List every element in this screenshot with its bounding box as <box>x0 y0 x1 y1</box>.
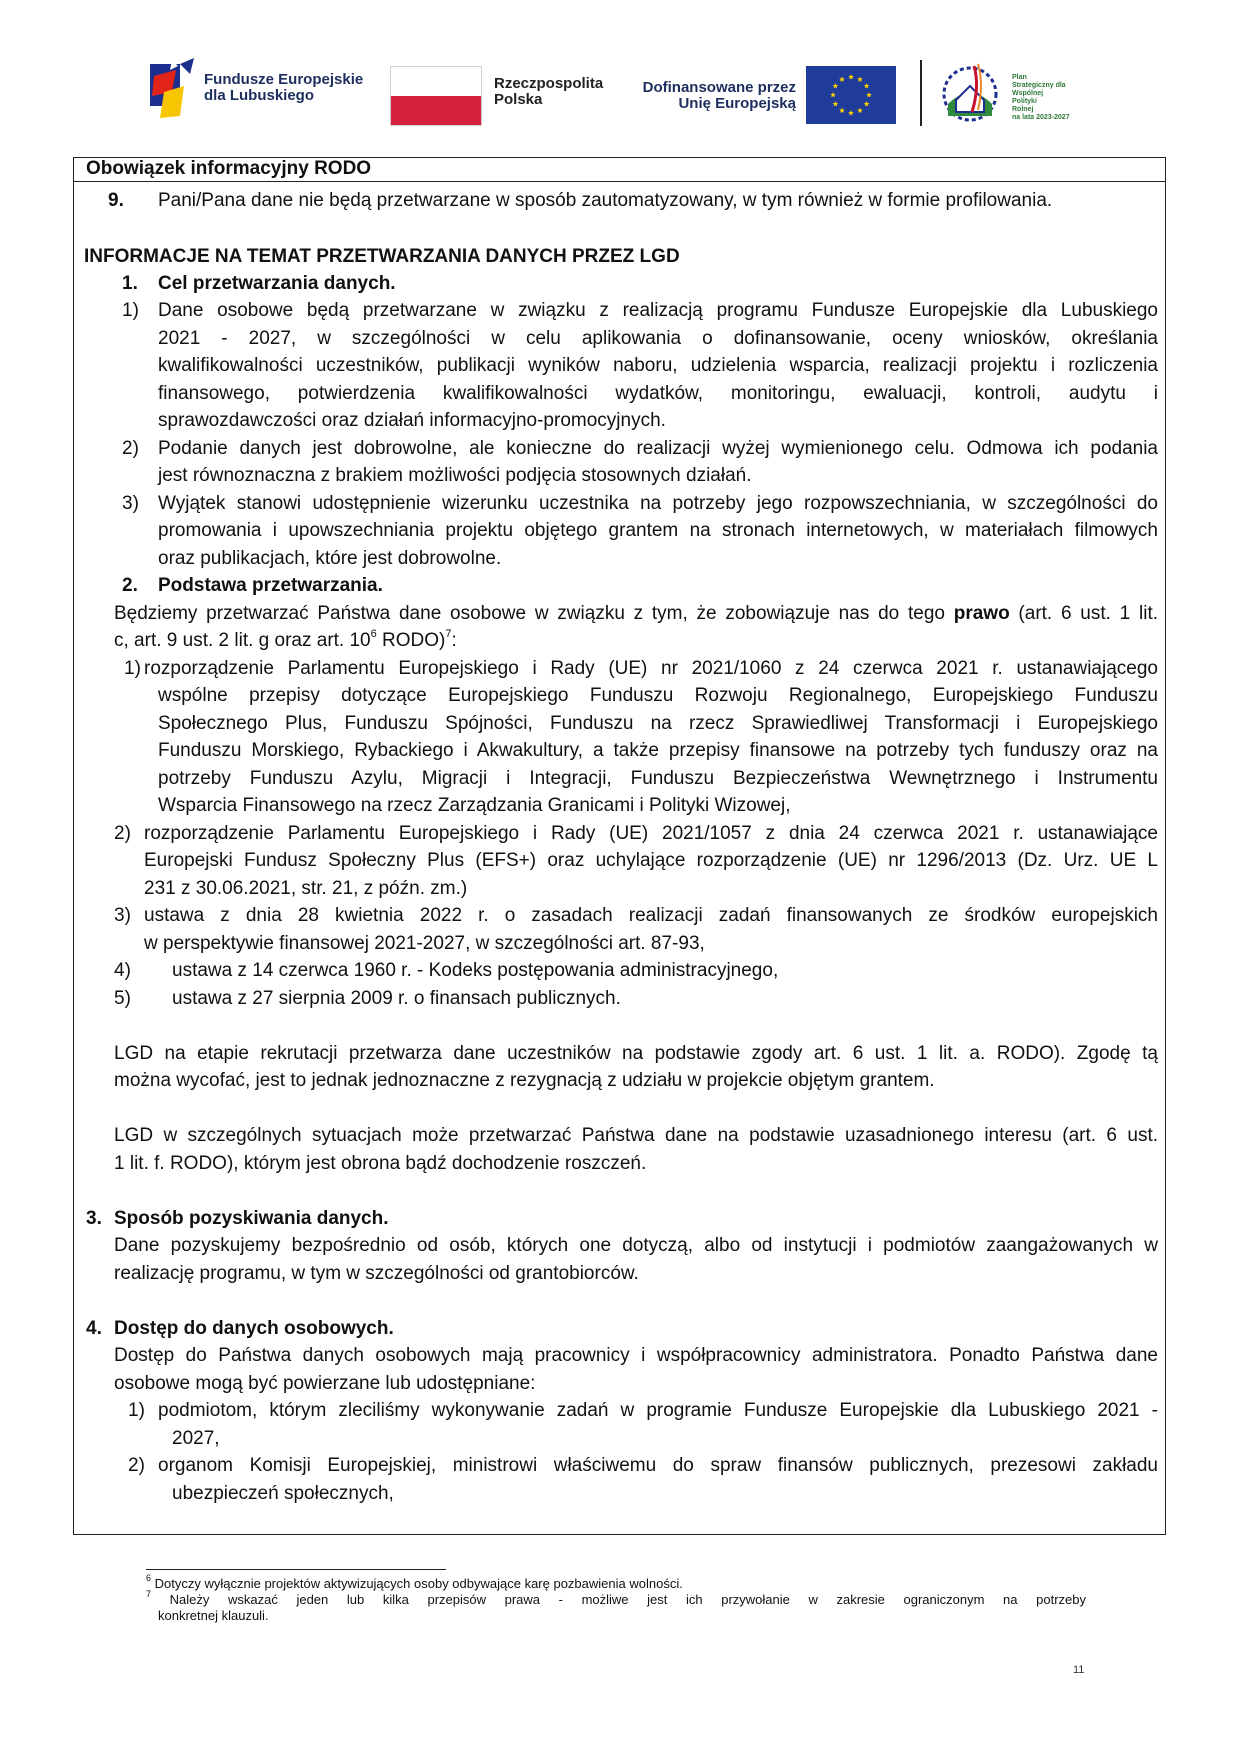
page-number: 11 <box>1073 1664 1085 1676</box>
s2-a1-line6: Wsparcia Finansowego na rzecz Zarządzania Granicami i Polityki Wizowej, <box>158 795 791 816</box>
eu-flag-icon <box>806 66 896 124</box>
psp-line3: Wspólnej <box>1012 90 1044 97</box>
footnote-ref-7[interactable]: 7 <box>445 627 452 640</box>
item9-text: Pani/Pana dane nie będą przetwarzane w sposób zautomatyzowany, w tym również w formie profilowania. <box>158 190 1053 211</box>
s4-number: 4. <box>86 1318 102 1339</box>
footnote-7-line1 <box>146 1588 1086 1608</box>
psp-line2: Strategiczny dla <box>1012 82 1066 89</box>
s1-p3-number: 3) <box>122 493 139 514</box>
s2-a1-line1: rozporządzenie Parlamentu Europejskiego i Rady (UE) nr 2021/1060 z 24 czerwca 2021 r. ustanawiającego <box>144 658 1158 679</box>
footnote-ref-6[interactable]: 6 <box>370 627 377 640</box>
s1-p1-line2: 2021 - 2027, w szczególności w celu aplikowania o dofinansowanie, oceny wniosków, określania <box>158 328 1158 349</box>
s2-lgd1-line1: LGD na etapie rekrutacji przetwarza dane uczestników na podstawie zgody art. 6 ust. 1 lit. a. RODO). Zgodę tą <box>114 1043 1158 1064</box>
logo-separator <box>920 60 922 126</box>
s1-p3-line3: oraz publikacjach, które jest dobrowolne. <box>158 548 502 569</box>
s2-a4-number: 4) <box>114 960 131 981</box>
s4-b1-line2: 2027, <box>172 1428 220 1449</box>
fel-line1: Fundusze Europejskie <box>204 71 364 88</box>
s2-intro-l2-b: RODO) <box>376 630 446 651</box>
s1-p2-number: 2) <box>122 438 139 459</box>
s2-intro-line1 <box>114 600 1158 628</box>
psp-line1: Plan <box>1012 74 1027 81</box>
s2-title: Podstawa przetwarzania. <box>158 575 383 596</box>
fel-line2: dla Lubuskiego <box>204 87 315 104</box>
item9-number: 9. <box>108 190 124 211</box>
s1-p1-line1: Dane osobowe będą przetwarzane w związku z realizacją programu Fundusze Europejskie dla Lubuskiego <box>158 300 1158 321</box>
s3-number: 3. <box>86 1208 102 1229</box>
s1-p3-line1: Wyjątek stanowi udostępnienie wizerunku uczestnika na potrzeby jego rozpowszechniania, w szczególności do <box>158 493 1158 514</box>
s4-b1-number: 1) <box>128 1400 145 1421</box>
s1-number: 1. <box>122 273 138 294</box>
eu-cofinanced-text <box>638 80 796 112</box>
footnote-separator <box>146 1569 446 1570</box>
footnote-7-text-line1: Należy wskazać jeden lub kilka przepisów prawa - możliwe jest ich przywołanie w zakresie ograniczonym na potrzeby <box>169 1592 1086 1607</box>
s4-title: Dostęp do danych osobowych. <box>114 1318 394 1339</box>
s2-a2-line2: Europejski Fundusz Społeczny Plus (EFS+) oraz uchylające rozporządzenie (UE) nr 1296/2013 (Dz. Urz. UE L <box>144 850 1158 871</box>
footnote-6-number: 6 <box>146 1572 152 1583</box>
s1-title: Cel przetwarzania danych. <box>158 273 396 294</box>
psp-line4: Polityki <box>1012 98 1037 105</box>
rp-line2: Polska <box>494 91 543 108</box>
s2-intro-l2-c: : <box>451 630 457 651</box>
s2-a1-line2: wspólne przepisy dotyczące Europejskiego Funduszu Rozwoju Regionalnego, Europejskiego Funduszu <box>158 685 1158 706</box>
rp-line1: Rzeczpospolita <box>494 75 604 92</box>
footnote-7-number: 7 <box>146 1588 152 1599</box>
s2-number: 2. <box>122 575 138 596</box>
s4-line1: Dostęp do Państwa danych osobowych mają pracownicy i współpracownicy administratora. Ponadto Państwa dane <box>114 1345 1158 1366</box>
plan-strategiczny-logo-text <box>1012 74 1070 122</box>
s1-p2-line1: Podanie danych jest dobrowolne, ale konieczne do realizacji wyżej wymienionego celu. Odmowa ich podania <box>158 438 1158 459</box>
s4-line2: osobowe mogą być powierzane lub udostępniane: <box>114 1373 536 1394</box>
s4-b2-line2: ubezpieczeń społecznych, <box>172 1483 394 1504</box>
section-heading: INFORMACJE NA TEMAT PRZETWARZANIA DANYCH PRZEZ LGD <box>84 246 680 267</box>
polish-flag-icon <box>390 66 482 126</box>
s2-a2-line1: rozporządzenie Parlamentu Europejskiego i Rady (UE) 2021/1057 z dnia 24 czerwca 2021 r. ustanawiające <box>144 823 1158 844</box>
footnote-7-line2: konkretnej klauzuli. <box>158 1608 269 1623</box>
s2-a1-line3: Społecznego Plus, Funduszu Spójności, Funduszu na rzecz Sprawiedliwej Transformacji i Europejskiego <box>158 713 1158 734</box>
s2-intro-l2-a: c, art. 9 ust. 2 lit. g oraz art. 10 <box>114 630 371 651</box>
s2-a1-line4: Funduszu Morskiego, Rybackiego i Akwakultury, a także przepisy finansowe na potrzeby tych funduszy oraz na <box>158 740 1158 761</box>
s2-a5-number: 5) <box>114 988 131 1009</box>
s4-b2-line1: organom Komisji Europejskiej, ministrowi właściwemu do spraw finansów publicznych, prezesowi zakładu <box>158 1455 1158 1476</box>
footnote-6-text: Dotyczy wyłącznie projektów aktywizujących osoby odbywające karę pozbawienia wolności. <box>154 1576 683 1591</box>
eu-line2: Unię Europejską <box>678 95 796 112</box>
s2-a3-number: 3) <box>114 905 131 926</box>
s2-a1-number: 1) <box>124 658 141 679</box>
s3-line2: realizację programu, w tym w szczególności od grantobiorców. <box>114 1263 639 1284</box>
s4-b1-line1: podmiotom, którym zleciliśmy wykonywanie zadań w programie Fundusze Europejskie dla Lubuskiego 2021 - <box>158 1400 1158 1421</box>
fundusze-europejskie-logo-text <box>204 72 363 104</box>
psp-line5: Rolnej <box>1012 106 1034 113</box>
s3-title: Sposób pozyskiwania danych. <box>114 1208 389 1229</box>
s2-a5-line1: ustawa z 27 sierpnia 2009 r. o finansach publicznych. <box>172 988 621 1009</box>
s1-p1-line4: finansowego, potwierdzenia kwalifikowalności wydatków, monitoringu, ewaluacji, kontroli, audytu i <box>158 383 1158 404</box>
s2-lgd1-line2: można wycofać, jest to jednak jednoznaczne z rezygnacją z udziału w projekcie objętym grantem. <box>114 1070 935 1091</box>
psp-line6: na lata 2023-2027 <box>1012 114 1070 121</box>
s2-intro-line2 <box>114 627 457 655</box>
rzeczpospolita-logo-text <box>494 76 603 108</box>
s2-a2-number: 2) <box>114 823 131 844</box>
s2-intro-l1-a: Będziemy przetwarzać Państwa dane osobowe w związku z tym, że zobowiązuje nas do tego <box>114 603 954 624</box>
s2-a1-line5: potrzeby Funduszu Azylu, Migracji i Integracji, Funduszu Bezpieczeństwa Wewnętrznego i Instrumentu <box>158 768 1158 789</box>
s2-a3-line1: ustawa z dnia 28 kwietnia 2022 r. o zasadach realizacji zadań finansowanych ze środków europejskich <box>144 905 1158 926</box>
s2-intro-l1-bold: prawo <box>953 603 1010 624</box>
plan-strategiczny-logo-icon <box>934 56 1010 128</box>
s3-line1: Dane pozyskujemy bezpośrednio od osób, których one dotyczą, albo od instytucji i podmiotów zaangażowanych w <box>114 1235 1158 1256</box>
footnote-6 <box>146 1572 1086 1592</box>
s1-p1-line5: sprawozdawczości oraz działań informacyjno-promocyjnych. <box>158 410 666 431</box>
s1-p3-line2: promowania i upowszechniania projektu objętego grantem na stronach internetowych, w materiałach filmowych <box>158 520 1158 541</box>
s1-p2-line2: jest równoznaczna z brakiem możliwości podjęcia stosownych działań. <box>158 465 752 486</box>
fundusze-europejskie-logo-icon <box>150 56 198 122</box>
s2-a3-line2: w perspektywie finansowej 2021-2027, w szczególności art. 87-93, <box>144 933 705 954</box>
s2-lgd2-line1: LGD w szczególnych sytuacjach może przetwarzać Państwa dane na podstawie uzasadnionego interesu (art. 6 ust. <box>114 1125 1158 1146</box>
s2-a4-line1: ustawa z 14 czerwca 1960 r. - Kodeks postępowania administracyjnego, <box>172 960 779 981</box>
s4-b2-number: 2) <box>128 1455 145 1476</box>
eu-line1: Dofinansowane przez <box>642 79 796 96</box>
logo-bar <box>150 52 1090 132</box>
s2-lgd2-line2: 1 lit. f. RODO), którym jest obrona bądź dochodzenie roszczeń. <box>114 1153 647 1174</box>
s1-p1-line3: kwalifikowalności uczestników, publikacji wyników naboru, udzielenia wsparcia, realizacji projektu i rozliczenia <box>158 355 1158 376</box>
s1-p1-number: 1) <box>122 300 139 321</box>
box-title: Obowiązek informacyjny RODO <box>74 158 1165 182</box>
s2-a2-line3: 231 z 30.06.2021, str. 21, z późn. zm.) <box>144 878 468 899</box>
s2-intro-l1-b: (art. 6 ust. 1 lit. <box>1009 603 1158 624</box>
